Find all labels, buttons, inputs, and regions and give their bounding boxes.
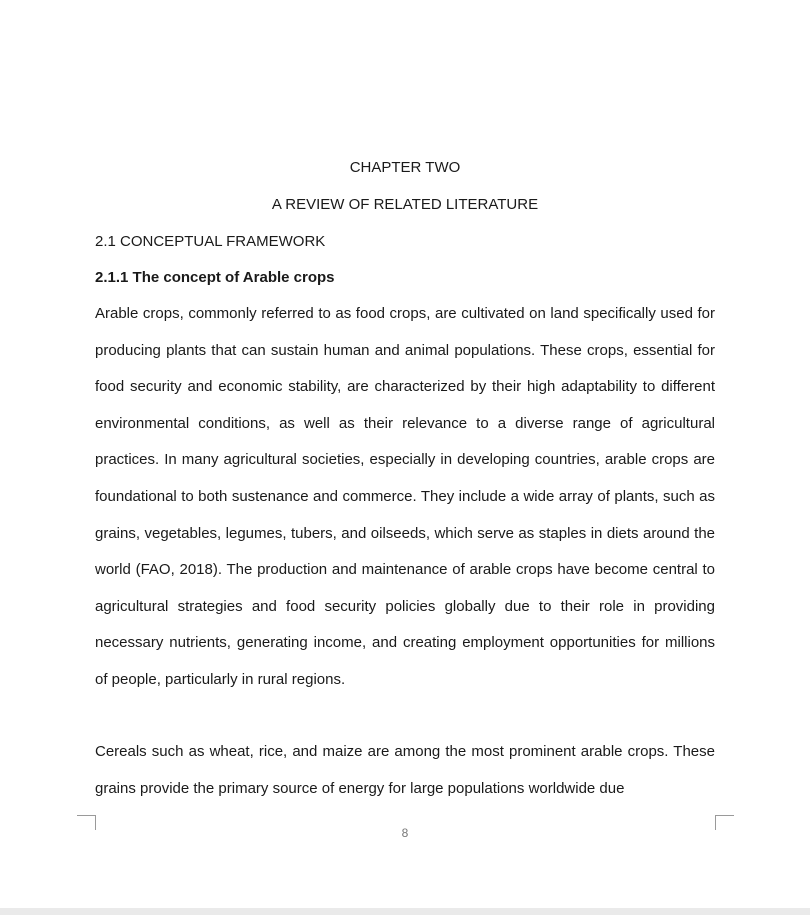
paragraph-text: Cereals such as wheat, rice, and maize are among the most prominent arable crops. These grains provide the primary source of energy for large populations worldwide due — [95, 743, 715, 797]
page-number: 8 — [401, 826, 409, 840]
page-bottom-edge — [0, 908, 810, 915]
section-heading: 2.1 CONCEPTUAL FRAMEWORK — [95, 233, 326, 250]
chapter-subtitle: A REVIEW OF RELATED LITERATURE — [271, 196, 539, 213]
body-paragraph-2 — [95, 734, 715, 807]
body-paragraph-1 — [95, 296, 715, 699]
subsection-heading: 2.1.1 The concept of Arable crops — [95, 269, 335, 286]
paragraph-text: Arable crops, commonly referred to as food crops, are cultivated on land specifically used for producing plants that can sustain human and animal populations. These crops, essential for food security and economic stability, are characterized by their high adaptability to different environmental conditions, as well as their relevance to a diverse range of agricultural practices. In many agricultural societies, especially in developing countries, arable crops are foundational to both sustenance and commerce. They include a wide array of plants, such as grains, vegetables, legumes, tubers, and oilseeds, which serve as staples in diets around the world (FAO, 2018). The production and maintenance of arable crops have become central to agricultural strategies and food security policies globally due to their role in providing necessary nutrients, generating income, and creating employment opportunities for millions of people, particularly in rural regions. — [95, 305, 715, 688]
chapter-title: CHAPTER TWO — [349, 159, 461, 176]
